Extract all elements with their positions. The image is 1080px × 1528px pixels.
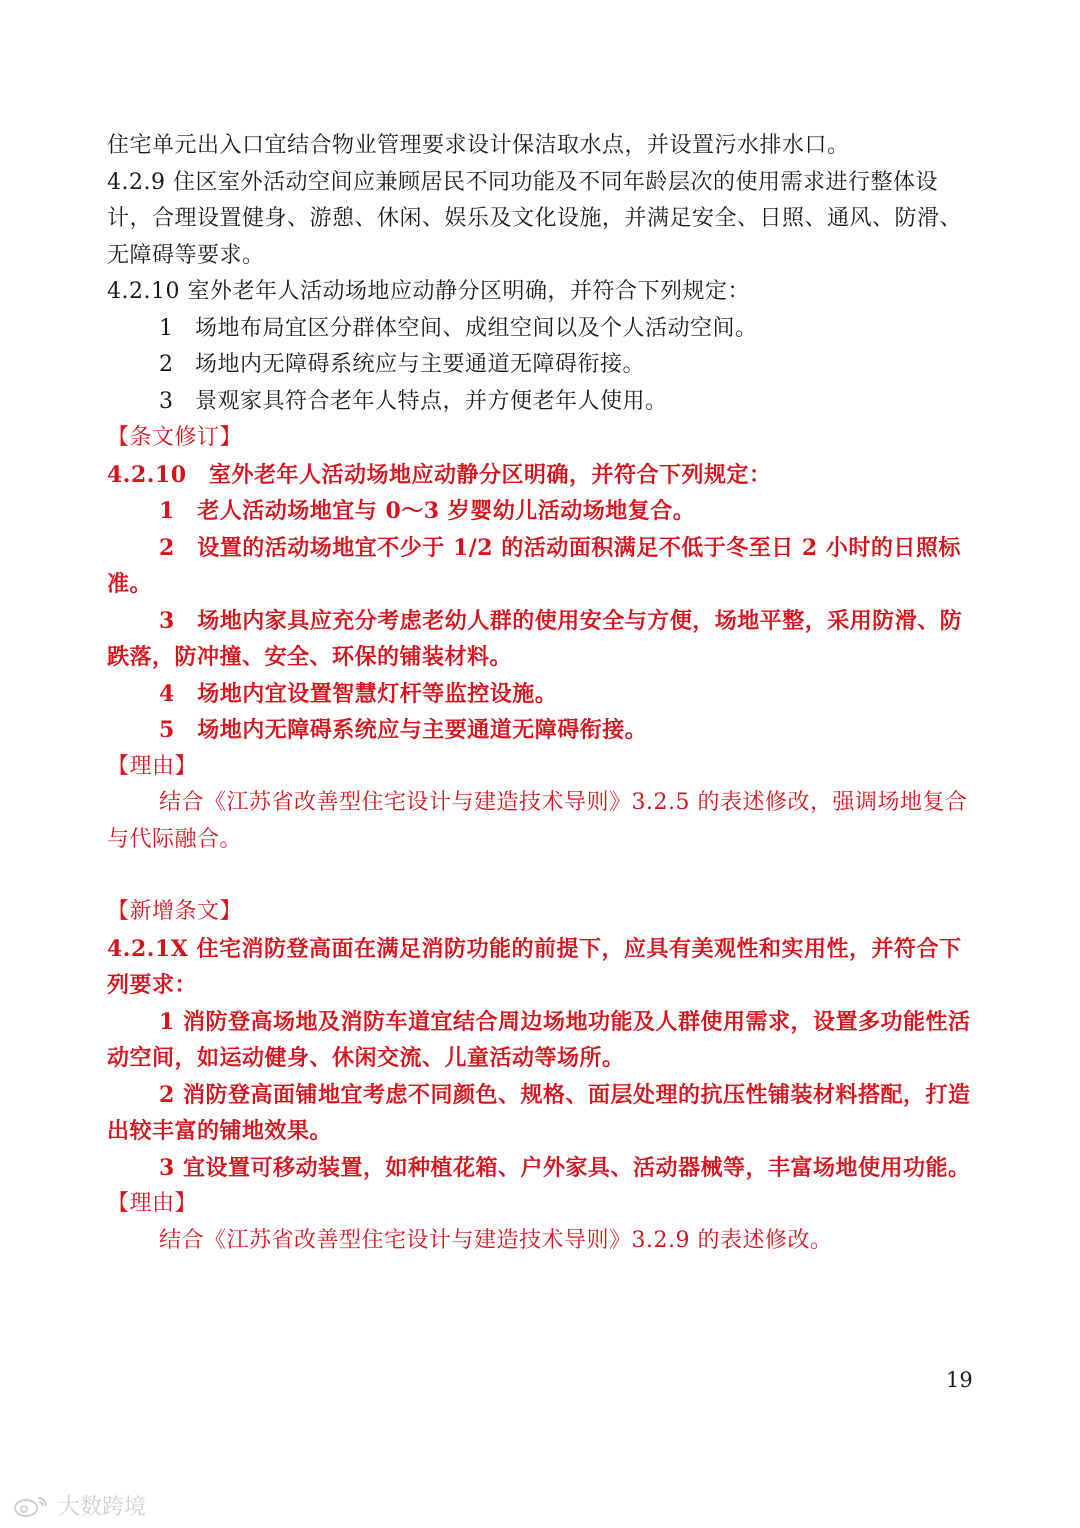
- clause-4-2-10-original: 4.2.10 室外老年人活动场地应动静分区明确，并符合下列规定：: [107, 279, 750, 304]
- weibo-logo-icon: [12, 1494, 52, 1518]
- item-text: 场地布局宜区分群体空间、成组空间以及个人活动空间。: [195, 315, 758, 341]
- revision-item-1: 1 老人活动场地宜与 0～3 岁婴幼儿活动场地复合。: [159, 498, 696, 524]
- page-number: 19: [946, 1368, 973, 1392]
- section-spacer: [107, 858, 973, 894]
- item-text: 场地内无障碍系统应与主要通道无障碍衔接。: [195, 352, 646, 377]
- clause-4-2-10-item-2: [107, 347, 973, 384]
- revision-clause: 4.2.10 室外老年人活动场地应动静分区明确，并符合下列规定：: [107, 461, 772, 488]
- item-text: 景观家具符合老年人特点，并方便老年人使用。: [195, 388, 668, 414]
- revision-item-3: 3 场地内家具应充分考虑老幼人群的使用安全与方便，场地平整，采用防滑、防跌落，防冲撞、安全、环保的铺装材料。: [107, 607, 963, 670]
- revision-reason-label: 【理由】: [107, 753, 198, 779]
- paragraph-water-point: 住宅单元出入口宜结合物业管理要求设计保洁取水点，并设置污水排水口。: [107, 133, 850, 158]
- addition-label: 【新增条文】: [107, 899, 243, 924]
- revision-item-4: 4 场地内宜设置智慧灯杆等监控设施。: [159, 680, 558, 707]
- item-number: 2: [159, 352, 174, 377]
- watermark: [12, 1490, 146, 1521]
- revision-item-2: 2 设置的活动场地宜不少于 1/2 的活动面积满足不低于冬至日 2 小时的日照标准。: [107, 534, 961, 597]
- item-number: 1: [159, 315, 174, 341]
- revision-label: 【条文修订】: [107, 425, 243, 450]
- addition-item-1: 1 消防登高场地及消防车道宜结合周边场地功能及人群使用需求，设置多功能性活动空间，如运动健身、休闲交流、儿童活动等场所。: [107, 1008, 971, 1071]
- item-number: 3: [159, 388, 174, 414]
- addition-item-3: 3 宜设置可移动装置，如种植花箱、户外家具、活动器械等，丰富场地使用功能。: [159, 1154, 971, 1181]
- revision-item-5: 5 场地内无障碍系统应与主要通道无障碍衔接。: [159, 717, 648, 743]
- clause-4-2-10-item-3: [107, 384, 973, 421]
- clause-4-2-9: 4.2.9 住区室外活动空间应兼顾居民不同功能及不同年龄层次的使用需求进行整体设计，合理设置健身、游憩、休闲、娱乐及文化设施，并满足安全、日照、通风、防滑、无障碍等要求。: [107, 169, 963, 268]
- addition-item-2: 2 消防登高面铺地宜考虑不同颜色、规格、面层处理的抗压性铺装材料搭配，打造出较丰富的铺地效果。: [107, 1081, 971, 1144]
- watermark-text: 大数跨境: [58, 1495, 147, 1520]
- clause-4-2-10-item-1: [107, 311, 973, 348]
- addition-clause: 4.2.1X 住宅消防登高面在满足消防功能的前提下，应具有美观性和实用性，并符合下列要求：: [107, 935, 962, 998]
- addition-reason: 结合《江苏省改善型住宅设计与建造技术导则》3.2.9 的表述修改。: [159, 1227, 833, 1253]
- revision-reason: 结合《江苏省改善型住宅设计与建造技术导则》3.2.5 的表述修改，强调场地复合与代际融合。: [107, 790, 968, 852]
- addition-reason-label: 【理由】: [107, 1191, 198, 1216]
- document-body: [107, 128, 973, 1259]
